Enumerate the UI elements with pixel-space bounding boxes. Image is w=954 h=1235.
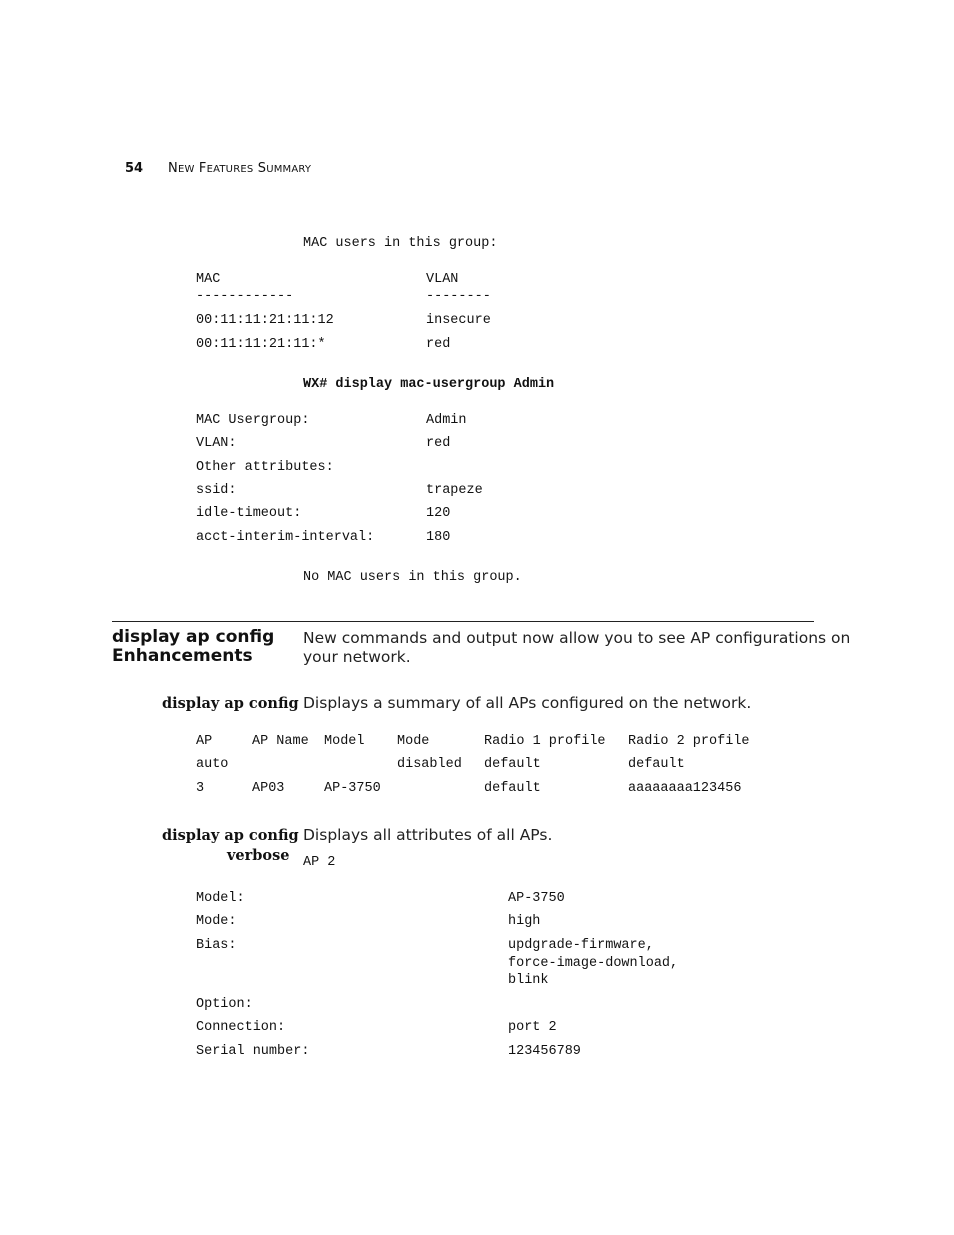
verbose-value: AP-3750: [508, 891, 565, 906]
attr-label: VLAN:: [196, 436, 237, 451]
verbose-label: Connection:: [196, 1020, 286, 1035]
command-line: WX# display mac-usergroup Admin: [303, 377, 555, 392]
mac-cell: 00:11:11:21:11:*: [196, 337, 326, 352]
verbose-label: Mode:: [196, 914, 237, 929]
attr-label: ssid:: [196, 483, 237, 498]
column-header-vlan: VLAN: [426, 272, 459, 287]
running-header-title: [168, 161, 311, 176]
ap-column-header: Model: [324, 734, 365, 749]
mac-cell: 00:11:11:21:11:12: [196, 313, 334, 328]
header-title-part: S: [257, 161, 267, 176]
vlan-cell: insecure: [426, 313, 491, 328]
subsection-description: Displays a summary of all APs configured on the network.: [303, 694, 752, 712]
ap-cell: AP03: [252, 781, 285, 796]
ap-cell: aaaaaaaa123456: [628, 781, 742, 796]
ap-cell: default: [484, 757, 541, 772]
section-heading-line1: display ap config: [112, 627, 275, 647]
attr-label: MAC Usergroup:: [196, 413, 310, 428]
attr-value: trapeze: [426, 483, 483, 498]
header-title-part: F: [198, 161, 207, 176]
column-header-mac: MAC: [196, 272, 221, 287]
section-divider: [112, 621, 814, 622]
verbose-value: blink: [508, 973, 549, 988]
ap-cell: AP-3750: [324, 781, 381, 796]
section-intro-line1: New commands and output now allow you to see AP configurations on: [303, 629, 851, 647]
attr-label: Other attributes:: [196, 460, 334, 475]
page-number: 54: [125, 161, 144, 176]
header-title-part: EW: [177, 164, 195, 175]
attr-value: red: [426, 436, 451, 451]
ap-column-header: AP: [196, 734, 213, 749]
vlan-cell: red: [426, 337, 451, 352]
verbose-value: updgrade-firmware,: [508, 938, 654, 953]
code-footer: No MAC users in this group.: [303, 570, 522, 585]
ap-column-header: Radio 2 profile: [628, 734, 750, 749]
ap-cell: auto: [196, 757, 229, 772]
section-intro-line2: your network.: [303, 648, 411, 666]
column-rule-mac: ------------: [196, 289, 294, 304]
subsection-heading-line1: display ap config: [162, 827, 299, 844]
verbose-label: Option:: [196, 997, 253, 1012]
verbose-value: port 2: [508, 1020, 557, 1035]
subsection-heading-line2: verbose: [227, 847, 290, 864]
verbose-value: force-image-download,: [508, 956, 679, 971]
header-title-part: EATURES: [206, 164, 254, 175]
header-title-part: UMMARY: [266, 164, 312, 175]
ap-label: AP 2: [303, 855, 336, 870]
attr-value: 120: [426, 506, 451, 521]
verbose-value: high: [508, 914, 541, 929]
verbose-label: Bias:: [196, 938, 237, 953]
ap-cell: disabled: [397, 757, 462, 772]
header-title-part: N: [168, 161, 178, 176]
ap-cell: default: [628, 757, 685, 772]
ap-column-header: AP Name: [252, 734, 309, 749]
attr-value: Admin: [426, 413, 467, 428]
verbose-label: Serial number:: [196, 1044, 310, 1059]
ap-cell: default: [484, 781, 541, 796]
verbose-label: Model:: [196, 891, 245, 906]
attr-label: acct-interim-interval:: [196, 530, 375, 545]
ap-column-header: Mode: [397, 734, 430, 749]
code-intro: MAC users in this group:: [303, 236, 498, 251]
verbose-value: 123456789: [508, 1044, 581, 1059]
ap-cell: 3: [196, 781, 205, 796]
subsection-description: Displays all attributes of all APs.: [303, 826, 553, 844]
section-heading-line2: Enhancements: [112, 646, 253, 666]
column-rule-vlan: --------: [426, 289, 491, 304]
attr-value: 180: [426, 530, 451, 545]
subsection-heading: display ap config: [162, 695, 299, 712]
attr-label: idle-timeout:: [196, 506, 302, 521]
ap-column-header: Radio 1 profile: [484, 734, 606, 749]
